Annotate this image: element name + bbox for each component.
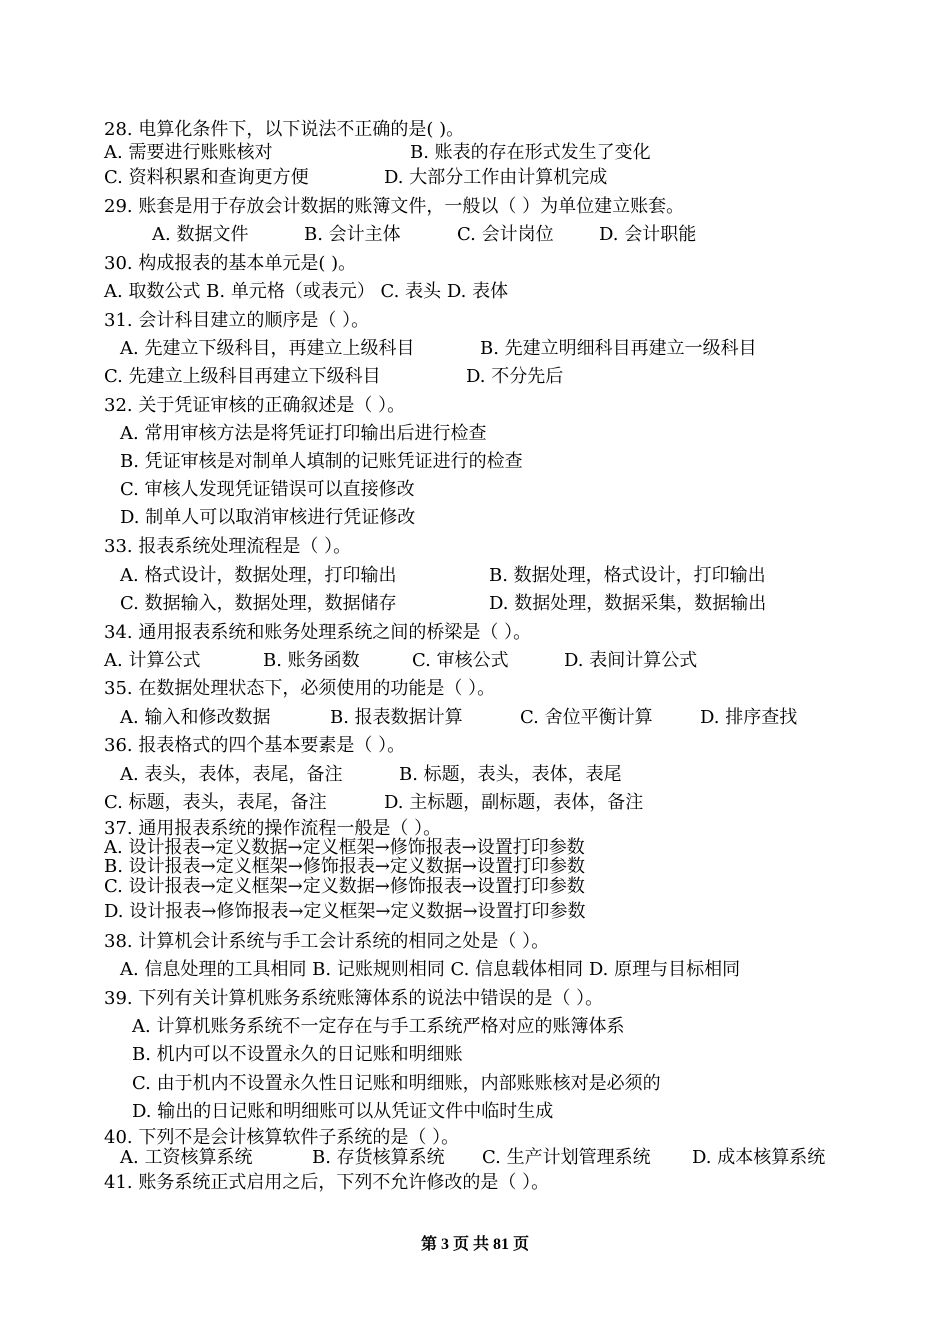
option-c: C. 先建立上级科目再建立下级科目 bbox=[104, 366, 381, 387]
option-c: C. 标题，表头，表尾，备注 bbox=[104, 792, 327, 813]
question-31-options-row-1 bbox=[120, 338, 757, 360]
option-d: D. 排序查找 bbox=[700, 707, 798, 728]
option-d: D. 成本核算系统 bbox=[692, 1147, 826, 1168]
question-40-options bbox=[120, 1147, 826, 1169]
option-b: B. 先建立明细科目再建立一级科目 bbox=[480, 338, 757, 359]
question-36-options-row-1 bbox=[120, 764, 622, 786]
question-39-option-b: B. 机内可以不设置永久的日记账和明细账 bbox=[132, 1044, 463, 1065]
option-b: B. 数据处理，格式设计，打印输出 bbox=[489, 565, 766, 586]
option-a: A. 数据文件 bbox=[152, 224, 249, 245]
question-32-option-a: A. 常用审核方法是将凭证打印输出后进行检查 bbox=[120, 423, 487, 444]
question-32-option-d: D. 制单人可以取消审核进行凭证修改 bbox=[120, 507, 416, 528]
option-d: D. 表间计算公式 bbox=[564, 650, 698, 671]
option-d: D. 会计职能 bbox=[599, 224, 697, 245]
option-b: B. 报表数据计算 bbox=[330, 707, 463, 728]
question-33-options-row-2 bbox=[120, 593, 767, 615]
question-35-options bbox=[120, 707, 798, 729]
question-28-options-row-1 bbox=[104, 142, 651, 164]
question-32-stem: 32. 关于凭证审核的正确叙述是（ ）。 bbox=[104, 395, 406, 416]
option-a: A. 表头，表体，表尾，备注 bbox=[120, 764, 343, 785]
option-d: D. 大部分工作由计算机完成 bbox=[384, 167, 608, 188]
question-40-stem: 40. 下列不是会计核算软件子系统的是（ ）。 bbox=[104, 1127, 460, 1148]
question-38-stem: 38. 计算机会计系统与手工会计系统的相同之处是（ ）。 bbox=[104, 931, 550, 952]
option-c: C. 审核公式 bbox=[412, 650, 509, 671]
option-b: B. 账务函数 bbox=[263, 650, 360, 671]
option-a: A. 先建立下级科目，再建立上级科目 bbox=[120, 338, 415, 359]
option-c: C. 会计岗位 bbox=[457, 224, 554, 245]
question-41-stem: 41. 账务系统正式启用之后，下列不允许修改的是（ ）。 bbox=[104, 1172, 550, 1193]
question-37-option-c: C. 设计报表→定义框架→定义数据→修饰报表→设置打印参数 bbox=[104, 876, 585, 897]
question-35-stem: 35. 在数据处理状态下，必须使用的功能是（ ）。 bbox=[104, 678, 496, 699]
option-d: D. 主标题，副标题，表体，备注 bbox=[384, 792, 644, 813]
question-29-stem: 29. 账套是用于存放会计数据的账簿文件，一般以（ ）为单位建立账套。 bbox=[104, 196, 685, 217]
option-b: B. 账表的存在形式发生了变化 bbox=[410, 142, 651, 163]
question-34-stem: 34. 通用报表系统和账务处理系统之间的桥梁是（ ）。 bbox=[104, 622, 532, 643]
question-29-options bbox=[152, 224, 697, 246]
option-b: B. 存货核算系统 bbox=[312, 1147, 445, 1168]
question-31-options-row-2 bbox=[104, 366, 564, 388]
question-30-options: A. 取数公式 B. 单元格（或表元） C. 表头 D. 表体 bbox=[104, 281, 509, 302]
question-34-options bbox=[104, 650, 698, 672]
question-39-option-a: A. 计算机账务系统不一定存在与手工系统严格对应的账簿体系 bbox=[132, 1016, 625, 1037]
question-36-options-row-2 bbox=[104, 792, 644, 814]
question-30-stem: 30. 构成报表的基本单元是( )。 bbox=[104, 253, 357, 274]
question-28-options-row-2 bbox=[104, 167, 608, 189]
question-39-stem: 39. 下列有关计算机账务系统账簿体系的说法中错误的是（ ）。 bbox=[104, 988, 604, 1009]
option-b: B. 会计主体 bbox=[304, 224, 401, 245]
question-36-stem: 36. 报表格式的四个基本要素是（ ）。 bbox=[104, 735, 406, 756]
question-39-option-d: D. 输出的日记账和明细账可以从凭证文件中临时生成 bbox=[132, 1101, 554, 1122]
question-37-stem: 37. 通用报表系统的操作流程一般是（ ）。 bbox=[104, 818, 442, 839]
option-d: D. 不分先后 bbox=[466, 366, 564, 387]
question-38-options: A. 信息处理的工具相同 B. 记账规则相同 C. 信息载体相同 D. 原理与目标相同 bbox=[120, 959, 741, 980]
option-c: C. 舍位平衡计算 bbox=[520, 707, 653, 728]
question-32-option-b: B. 凭证审核是对制单人填制的记账凭证进行的检查 bbox=[120, 451, 523, 472]
question-33-stem: 33. 报表系统处理流程是（ ）。 bbox=[104, 536, 352, 557]
question-28-stem: 28. 电算化条件下，以下说法不正确的是( )。 bbox=[104, 119, 465, 140]
option-c: C. 资料积累和查询更方便 bbox=[104, 167, 309, 188]
page-footer: 第 3 页 共 81 页 bbox=[420, 1236, 529, 1253]
question-32-option-c: C. 审核人发现凭证错误可以直接修改 bbox=[120, 479, 415, 500]
question-37-option-b: B. 设计报表→定义框架→修饰报表→定义数据→设置打印参数 bbox=[104, 856, 585, 877]
option-d: D. 数据处理，数据采集，数据输出 bbox=[489, 593, 767, 614]
option-a: A. 输入和修改数据 bbox=[120, 707, 271, 728]
option-a: A. 格式设计，数据处理，打印输出 bbox=[120, 565, 397, 586]
question-37-option-a: A. 设计报表→定义数据→定义框架→修饰报表→设置打印参数 bbox=[104, 837, 585, 858]
option-c: C. 数据输入，数据处理，数据储存 bbox=[120, 593, 397, 614]
option-a: A. 计算公式 bbox=[104, 650, 201, 671]
option-a: A. 需要进行账账核对 bbox=[104, 142, 273, 163]
question-33-options-row-1 bbox=[120, 565, 766, 587]
question-31-stem: 31. 会计科目建立的顺序是（ ）。 bbox=[104, 310, 370, 331]
question-39-option-c: C. 由于机内不设置永久性日记账和明细账，内部账账核对是必须的 bbox=[132, 1073, 661, 1094]
option-b: B. 标题，表头，表体，表尾 bbox=[399, 764, 622, 785]
option-a: A. 工资核算系统 bbox=[120, 1147, 253, 1168]
option-c: C. 生产计划管理系统 bbox=[482, 1147, 651, 1168]
question-37-option-d: D. 设计报表→修饰报表→定义框架→定义数据→设置打印参数 bbox=[104, 901, 586, 922]
